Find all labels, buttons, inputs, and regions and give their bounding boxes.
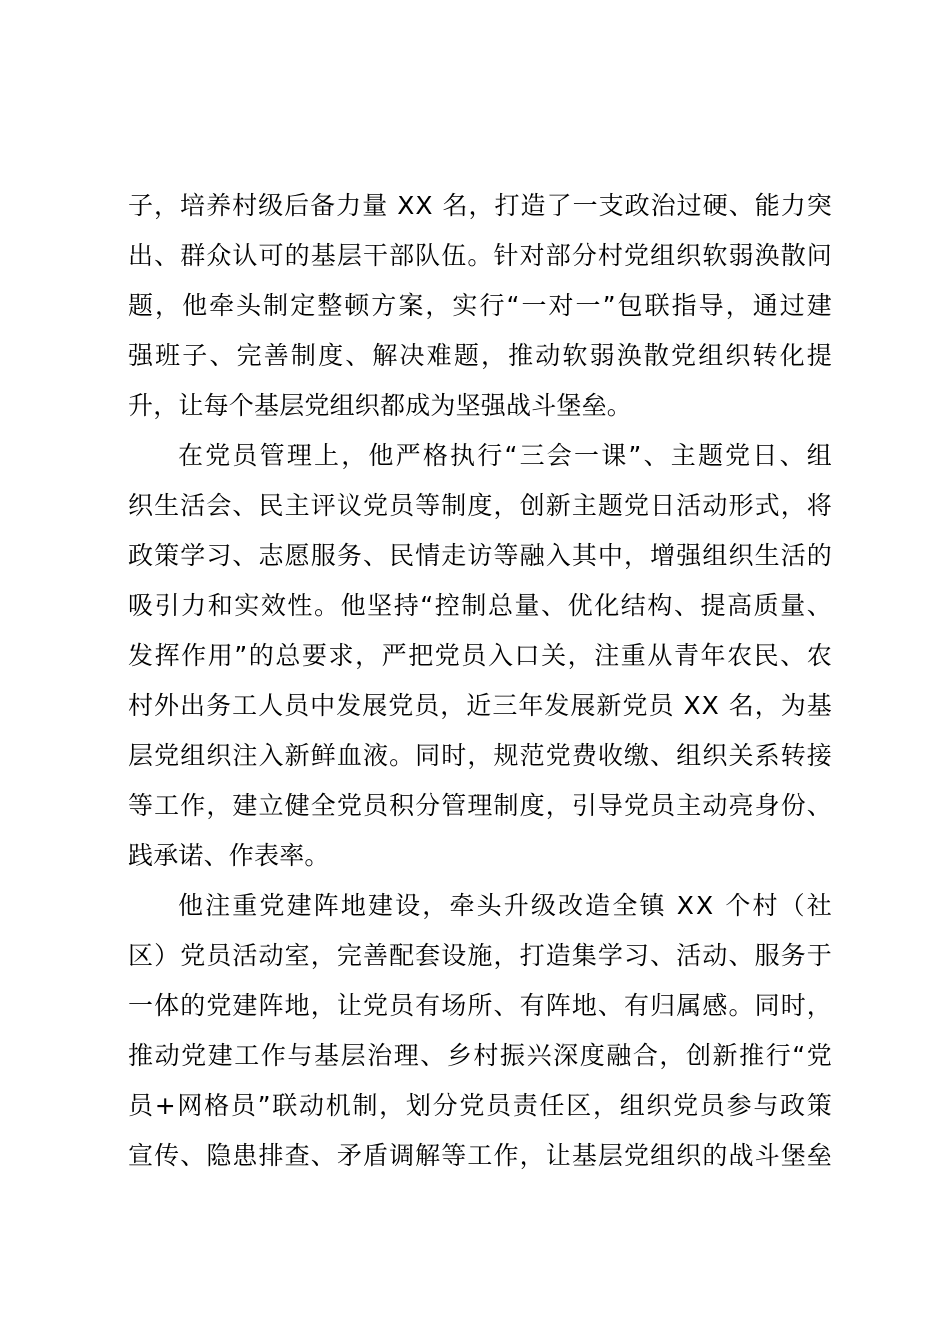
paragraph xyxy=(128,431,835,881)
text-line: 出、群众认可的基层干部队伍。针对部分村党组织软弱涣散问 xyxy=(128,241,833,270)
text-line: 子，培养村级后备力量 XX 名，打造了一支政治过硬、能力突 xyxy=(128,191,833,220)
paragraph xyxy=(128,881,832,1181)
text-line: 村外出务工人员中发展党员，近三年发展新党员 XX 名，为基 xyxy=(128,691,833,720)
text-line: 发挥作用”的总要求，严把党员入口关，注重从青年农民、农 xyxy=(128,641,834,670)
text-line: 区）党员活动室，完善配套设施，打造集学习、活动、服务于 xyxy=(128,941,833,970)
text-line: 吸引力和实效性。他坚持“控制总量、优化结构、提高质量、 xyxy=(128,591,834,620)
text-line: 等工作，建立健全党员积分管理制度，引导党员主动亮身份、 xyxy=(128,791,833,820)
text-line: 践承诺、作表率。 xyxy=(128,841,330,870)
text-line: 推动党建工作与基层治理、乡村振兴深度融合，创新推行“党 xyxy=(128,1041,834,1070)
text-line: 强班子、完善制度、解决难题，推动软弱涣散党组织转化提 xyxy=(128,341,834,370)
text-line: 他注重党建阵地建设，牵头升级改造全镇 XX 个村（社 xyxy=(178,891,834,920)
text-line: 政策学习、志愿服务、民情走访等融入其中，增强组织生活的 xyxy=(128,541,833,570)
text-line: 升，让每个基层党组织都成为坚强战斗堡垒。 xyxy=(128,391,633,420)
text-line: 层党组织注入新鲜血液。同时，规范党费收缴、组织关系转接 xyxy=(128,741,833,770)
text-line: 员+网格员”联动机制，划分党员责任区，组织党员参与政策 xyxy=(128,1091,834,1120)
text-line: 一体的党建阵地，让党员有场所、有阵地、有归属感。同时， xyxy=(128,991,833,1020)
text-line: 宣传、隐患排查、矛盾调解等工作，让基层党组织的战斗堡垒 xyxy=(128,1141,833,1170)
text-line: 题，他牵头制定整顿方案，实行“一对一”包联指导，通过建 xyxy=(128,291,834,320)
paragraph xyxy=(128,181,832,431)
text-line: 在党员管理上，他严格执行“三会一课”、主题党日、组 xyxy=(178,441,835,470)
text-line: 织生活会、民主评议党员等制度，创新主题党日活动形式，将 xyxy=(128,491,833,520)
document-body xyxy=(128,181,835,1181)
